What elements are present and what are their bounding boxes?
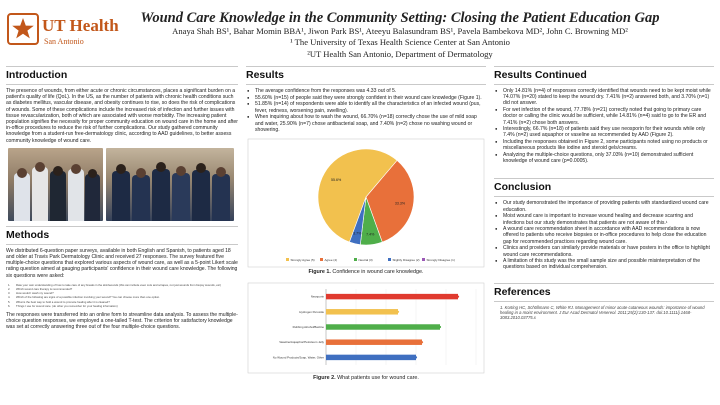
bar: [326, 294, 458, 299]
bar-category-label: Hydrogen Peroxide: [299, 309, 324, 314]
legend-label: Neutral (3): [358, 257, 373, 262]
author-list: Anaya Shah BS¹, Bahar Momin BBA¹, Jiwon Park BS¹, Ateeyu Balasundram BS¹, Pavela Bambekova MD², John C. Browning MD²: [172, 26, 628, 36]
results-continued-bullet: ● Only 14.81% (n=4) of responses correctly identified that wounds need to be kept moist while 74.07% (n=20) stated to keep the wound dry. 7.41% (n=2) answered both, and 3.70% (n=1) did not answer.: [494, 88, 714, 107]
survey-question: 3. How would I wash my wound?: [8, 291, 54, 296]
logo-subtext: San Antonio: [44, 37, 84, 46]
bar-category-label: Vaseline/Aquaphor/Petroleum Jelly: [279, 340, 324, 345]
bar-end-marker: [439, 326, 441, 328]
poster-header: [0, 0, 720, 64]
survey-question: 4. Which of the following are signs of a possible infection involving your wound? You can choose more than one option.: [8, 295, 160, 300]
legend-swatch: [286, 258, 289, 261]
pie-data-label: 33.3%: [394, 201, 406, 206]
results-continued-bullet: ● Analyzing the multiple-choice questions, only 37.03% (n=10) demonstrated sufficient knowledge of wound care (p=0.0005).: [494, 152, 714, 164]
pie-data-label: 55.6%: [331, 177, 342, 182]
results-continued-bullets: [494, 88, 714, 164]
results-bullet: ● 51.85% (n=14) of respondents were able to identify all the characteristics of an infected wound (pus, fever, redness, worsening pain, swelling).: [246, 101, 486, 113]
survey-question: 1. Rate your own understanding of how to take care of any breaks in the skin/wounds (this can include even cuts and scrapes, not just wounds from biopsy wounds, etc): [8, 282, 221, 287]
survey-question: 5. What is the best way to hold a wound to promote healing after it is cleaned?: [8, 299, 110, 304]
bar-category-label: Rubbing Alcohol/Bactine: [292, 324, 324, 329]
legend-swatch: [388, 258, 391, 261]
poster-title: Wound Care Knowledge in the Community Setting: Closing the Patient Education Gap: [140, 10, 660, 26]
introduction-text: The presence of wounds, from either acute or chronic circumstances, places a significant burden on a patient's quality of life (QoL). In the US, as the number of patients with chronic health conditions such as diabetes mellitus, vascular disease, and obesity continues to rise, so does the risk of complications of wounds. Some of these complications include the increased risk of infection and further issues with tissue revascularization, both of which are associated with worse morbidity. The increasing patient population signifies the necessity for proper community education on wound care in the home and after in-office procedures to reduce the risk of further complications. Our study gathered community knowledge from a student-run free-dermatology clinic, according to AAD guidelines, to better assess community knowledge of wound care.: [6, 88, 238, 144]
conclusion-bullet: ● Moist wound care is important to increase wound healing and decrease scarring and infections but our study demonstrates that patients are not aware of this.¹: [494, 213, 714, 225]
introduction-heading: Introduction: [6, 66, 238, 85]
legend-label: Agree (4): [324, 257, 338, 262]
column-middle: [246, 66, 486, 381]
ut-health-logo: [6, 10, 119, 58]
legend-swatch: [320, 258, 323, 261]
legend-swatch: [354, 258, 357, 261]
results-continued-bullet: ● Including the responses obtained in Figure 2, some participants noted using no products or miscellaneous products like iodine and steroid gels/creams.: [494, 139, 714, 151]
bar: [326, 355, 416, 360]
bar-end-marker: [415, 356, 417, 358]
affiliation-2: ²UT Health San Antonio, Department of Dermatology: [307, 49, 493, 59]
references-heading: References: [494, 283, 714, 302]
figure-2-bar-chart: [246, 281, 486, 375]
methods-heading: Methods: [6, 226, 238, 245]
survey-question: 2. Which wound care therapy is recommended?: [8, 287, 73, 292]
pie-data-label: 3.7%: [353, 231, 362, 236]
figure-2-caption: Figure 2. What patients use for wound care.: [313, 374, 419, 381]
methods-text-2: The responses were transferred into an online form to streamline data analysis. To assess the multiple-choice question responses, we employed a one-tailed T-test. The criterion for satisfactory knowledge was set at correctly answering three out of the four multiple-choice questions.: [6, 312, 238, 331]
conclusion-bullet: ● Clinics and providers can similarly provide materials or have posters in the office to highlight wound care recommendations.: [494, 245, 714, 257]
results-bullets: [246, 88, 486, 133]
results-bullet: ● 55.60% (n=15) of people said they were strongly confident in their wound care knowledge (Figure 1).: [246, 95, 486, 101]
bar: [326, 324, 440, 329]
column-right: [494, 66, 714, 320]
results-continued-bullet: ● Interestingly, 66.7% (n=18) of patients said they use neosporin for their wounds while only 7.4% (n=2) used aquaphor or vaseline as recommended by AAD (Figure 2).: [494, 126, 714, 138]
results-bullet: ● The average confidence from the responses was 4.33 out of 5.: [246, 88, 486, 94]
team-photo-1: [8, 148, 103, 221]
texas-star-icon: [6, 12, 40, 46]
bar-category-label: Neosporin: [310, 294, 324, 299]
results-heading: Results: [246, 66, 486, 85]
survey-question-list: [6, 283, 238, 308]
results-bullet: ● When inquiring about how to wash the wound, 66.70% (n=18) correctly chose the use of mild soap and water, 25.90% (n=7) chose antibacterial soap, and 7.40% (n=2) chose no washing wound or showering.: [246, 114, 486, 133]
bar-end-marker: [397, 311, 399, 313]
bar: [326, 309, 398, 314]
results-continued-bullet: ● For wet infection of the wound, 77.78% (n=21) correctly noted that going to primary care doctor or calling the clinic would be sufficient, while 14.81% (n=4) said to go to the ER and 7.41% (n=2) chose both answers.: [494, 107, 714, 126]
conclusion-bullets: [494, 200, 714, 270]
figure-1-caption: Figure 1. Confidence in wound care knowledge.: [308, 268, 424, 275]
pie-data-label: 7.4%: [366, 232, 375, 237]
conclusion-bullet: ● Our study demonstrated the importance of providing patients with standardized wound care education.: [494, 200, 714, 212]
results-continued-heading: Results Continued: [494, 66, 714, 85]
affiliation-1: ¹ The University of Texas Health Science Center at San Antonio: [290, 37, 510, 47]
survey-question: 6. Things I use for wound care. (do other you remember for your healing information): [8, 303, 118, 308]
reference-1: 1. Korting HC, Schöllmann C, White RJ. Management of minor acute cutaneous wounds: importance of wound healing in a moist environment. J Eur Acad Dermatol Venereol. 2011;25(2):130-137. doi:10.1111/j.1468-3083.2010.03775.x: [500, 304, 705, 320]
legend-label: Slightly Disagree (2): [392, 257, 420, 262]
bar-category-label: No Wound Products/Soap, Water, Other: [272, 355, 324, 360]
logo-text: UT Health: [42, 16, 119, 35]
methods-text-1: We distributed 6-question paper surveys, available in both English and Spanish, to patients aged 18 and older at Travis Park Dermatology Clinic and received 27 responses. The survey featured five multiple-choice questions that explored various aspects of wound care, as well as a 5-point Likert scale rating question aimed at gauging participants' confidence in their wound care knowledge. The following six questions were asked:: [6, 247, 238, 279]
legend-label: Strongly Disagree (1): [426, 257, 455, 262]
bar-end-marker: [457, 295, 459, 297]
column-left: [6, 66, 238, 331]
team-photo-2: [106, 148, 234, 221]
conclusion-bullet: ● A limitation of this study was the small sample size and possible misinterpretation of the questions based on individual comprehension.: [494, 258, 714, 270]
bar-end-marker: [421, 341, 423, 343]
clinic-photos: [6, 148, 238, 221]
conclusion-heading: Conclusion: [494, 178, 714, 197]
bar: [326, 339, 422, 344]
legend-swatch: [422, 258, 425, 261]
figure-1-pie-chart: [246, 137, 486, 269]
conclusion-bullet: ● A wound care recommendation sheet in accordance with AAD recommendations is now offered to patients who receive biopsies or in-office procedures to help close the education gap for recommended practices regarding wound care.: [494, 226, 714, 245]
legend-label: Strongly Agree (5): [290, 257, 315, 262]
